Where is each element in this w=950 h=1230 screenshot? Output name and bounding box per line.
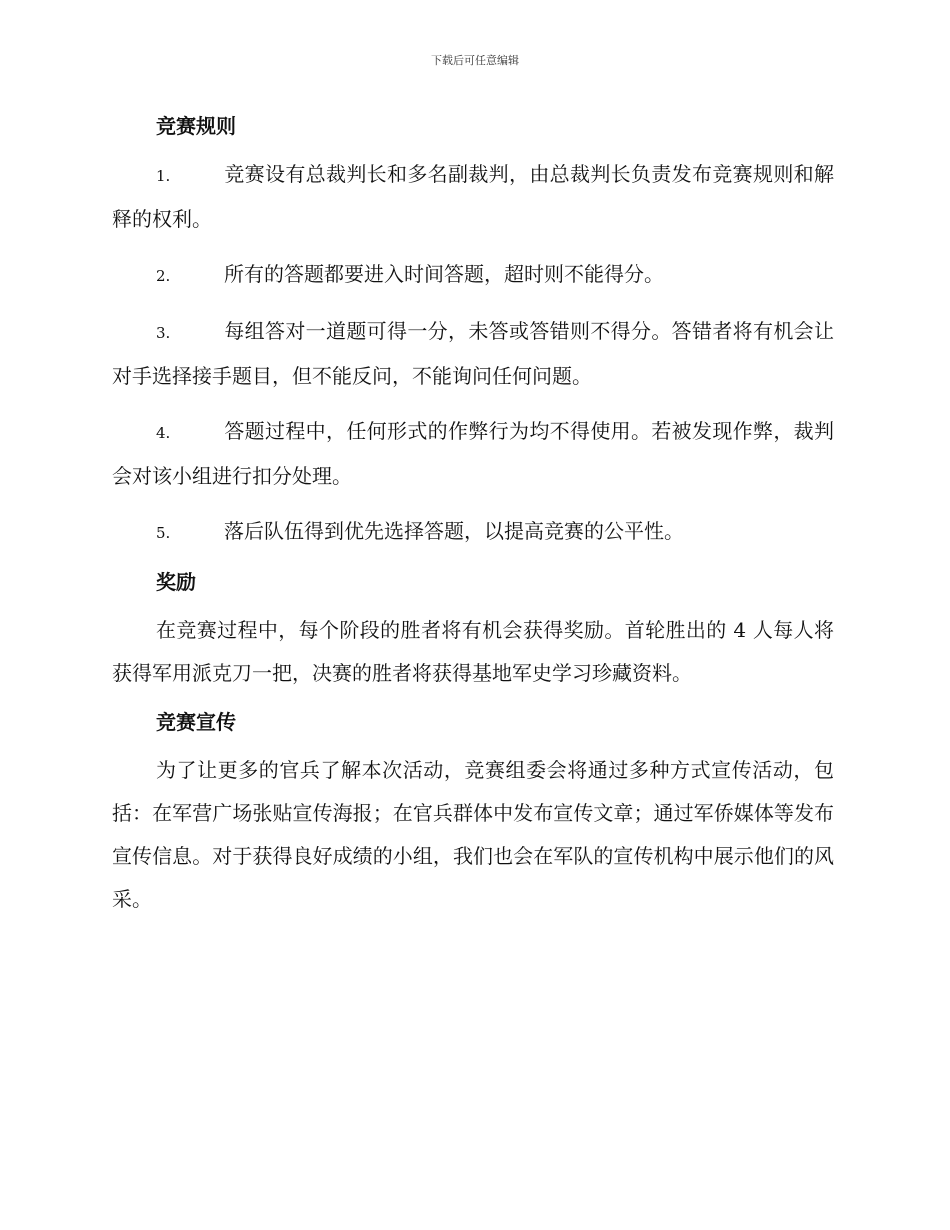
rule-number: 2. [156, 267, 171, 285]
rule-text: 每组答对一道题可得一分，未答或答错则不得分。答错者将有机会让对手选择接手题目，但不能反问，不能询问任何问题。 [112, 319, 834, 388]
rule-item-3 [112, 310, 834, 398]
promotion-paragraph: 为了让更多的官兵了解本次活动，竞赛组委会将通过多种方式宣传活动，包括：在军营广场张贴宣传海报；在官兵群体中发布宣传文章；通过军侨媒体等发布宣传信息。对于获得良好成绩的小组，我们也会在军队的宣传机构中展示他们的风采。 [112, 758, 834, 911]
rule-text: 落后队伍得到优先选择答题，以提高竞赛的公平性。 [224, 519, 684, 543]
reward-paragraph: 在竞赛过程中，每个阶段的胜者将有机会获得奖励。首轮胜出的 4 人每人将获得军用派克刀一把，决赛的胜者将获得基地军史学习珍藏资料。 [112, 618, 834, 685]
rule-text: 所有的答题都要进入时间答题，超时则不能得分。 [224, 262, 664, 286]
rule-item-2 [112, 253, 834, 298]
section-title-reward: 奖励 [156, 570, 196, 594]
rule-number: 5. [156, 524, 171, 542]
rule-item-1 [112, 153, 834, 241]
section-title-promotion: 竞赛宣传 [156, 710, 236, 734]
rule-item-5 [112, 510, 834, 555]
rule-number: 3. [156, 324, 171, 342]
section-title-rules: 竞赛规则 [156, 114, 236, 138]
document-body [112, 110, 834, 921]
rule-text: 竞赛设有总裁判长和多名副裁判，由总裁判长负责发布竞赛规则和解释的权利。 [112, 162, 834, 231]
rule-number: 4. [156, 424, 171, 442]
rule-item-4 [112, 410, 834, 498]
page-header: 下载后可任意编辑 [431, 54, 519, 67]
rule-number: 1. [156, 167, 171, 185]
rule-text: 答题过程中，任何形式的作弊行为均不得使用。若被发现作弊，裁判会对该小组进行扣分处理。 [112, 419, 834, 488]
